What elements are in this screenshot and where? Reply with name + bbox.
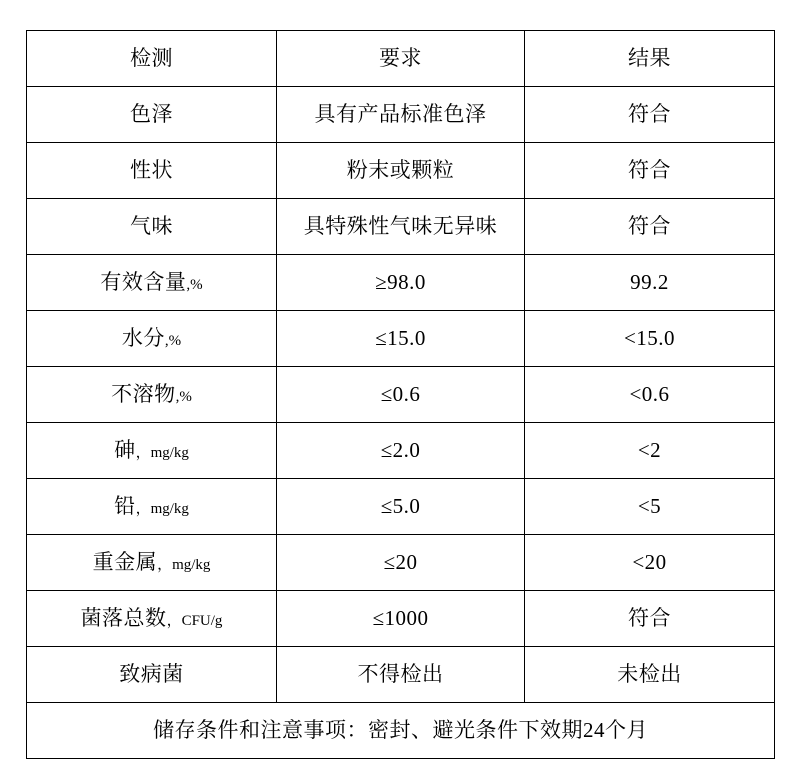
cell-result: <20 (525, 535, 775, 591)
cell-item: 砷，mg/kg (27, 423, 277, 479)
cell-result: <15.0 (525, 311, 775, 367)
cell-result: <0.6 (525, 367, 775, 423)
column-header-requirement: 要求 (277, 31, 525, 87)
cell-requirement: ≥98.0 (277, 255, 525, 311)
cell-item: 水分,% (27, 311, 277, 367)
cell-item: 重金属，mg/kg (27, 535, 277, 591)
cell-result: 符合 (525, 87, 775, 143)
column-header-result: 结果 (525, 31, 775, 87)
cell-result: 未检出 (525, 647, 775, 703)
cell-requirement: 不得检出 (277, 647, 525, 703)
cell-item: 有效含量,% (27, 255, 277, 311)
table-row (27, 479, 775, 535)
cell-result: 符合 (525, 591, 775, 647)
table-row (27, 535, 775, 591)
cell-requirement: ≤0.6 (277, 367, 525, 423)
table-row (27, 423, 775, 479)
cell-requirement: ≤15.0 (277, 311, 525, 367)
cell-result: 符合 (525, 199, 775, 255)
column-header-item: 检测 (27, 31, 277, 87)
cell-item: 菌落总数，CFU/g (27, 591, 277, 647)
table-footer-row (27, 703, 775, 759)
cell-requirement: ≤20 (277, 535, 525, 591)
cell-result: 符合 (525, 143, 775, 199)
table-header-row (27, 31, 775, 87)
cell-item: 色泽 (27, 87, 277, 143)
specification-table (26, 30, 775, 759)
cell-item: 气味 (27, 199, 277, 255)
cell-result: 99.2 (525, 255, 775, 311)
cell-requirement: ≤5.0 (277, 479, 525, 535)
cell-requirement: 粉末或颗粒 (277, 143, 525, 199)
cell-result: <5 (525, 479, 775, 535)
cell-item: 性状 (27, 143, 277, 199)
table-row (27, 591, 775, 647)
table-row (27, 143, 775, 199)
table-row (27, 367, 775, 423)
cell-item: 致病菌 (27, 647, 277, 703)
table-row (27, 311, 775, 367)
table-body (27, 31, 775, 759)
cell-item: 铅，mg/kg (27, 479, 277, 535)
spec-table-container (26, 30, 774, 759)
storage-note: 储存条件和注意事项：密封、避光条件下效期24个月 (27, 703, 775, 759)
cell-requirement: ≤2.0 (277, 423, 525, 479)
table-row (27, 87, 775, 143)
table-row (27, 647, 775, 703)
cell-result: <2 (525, 423, 775, 479)
cell-requirement: ≤1000 (277, 591, 525, 647)
table-row (27, 255, 775, 311)
cell-requirement: 具特殊性气味无异味 (277, 199, 525, 255)
cell-item: 不溶物,% (27, 367, 277, 423)
cell-requirement: 具有产品标准色泽 (277, 87, 525, 143)
table-row (27, 199, 775, 255)
